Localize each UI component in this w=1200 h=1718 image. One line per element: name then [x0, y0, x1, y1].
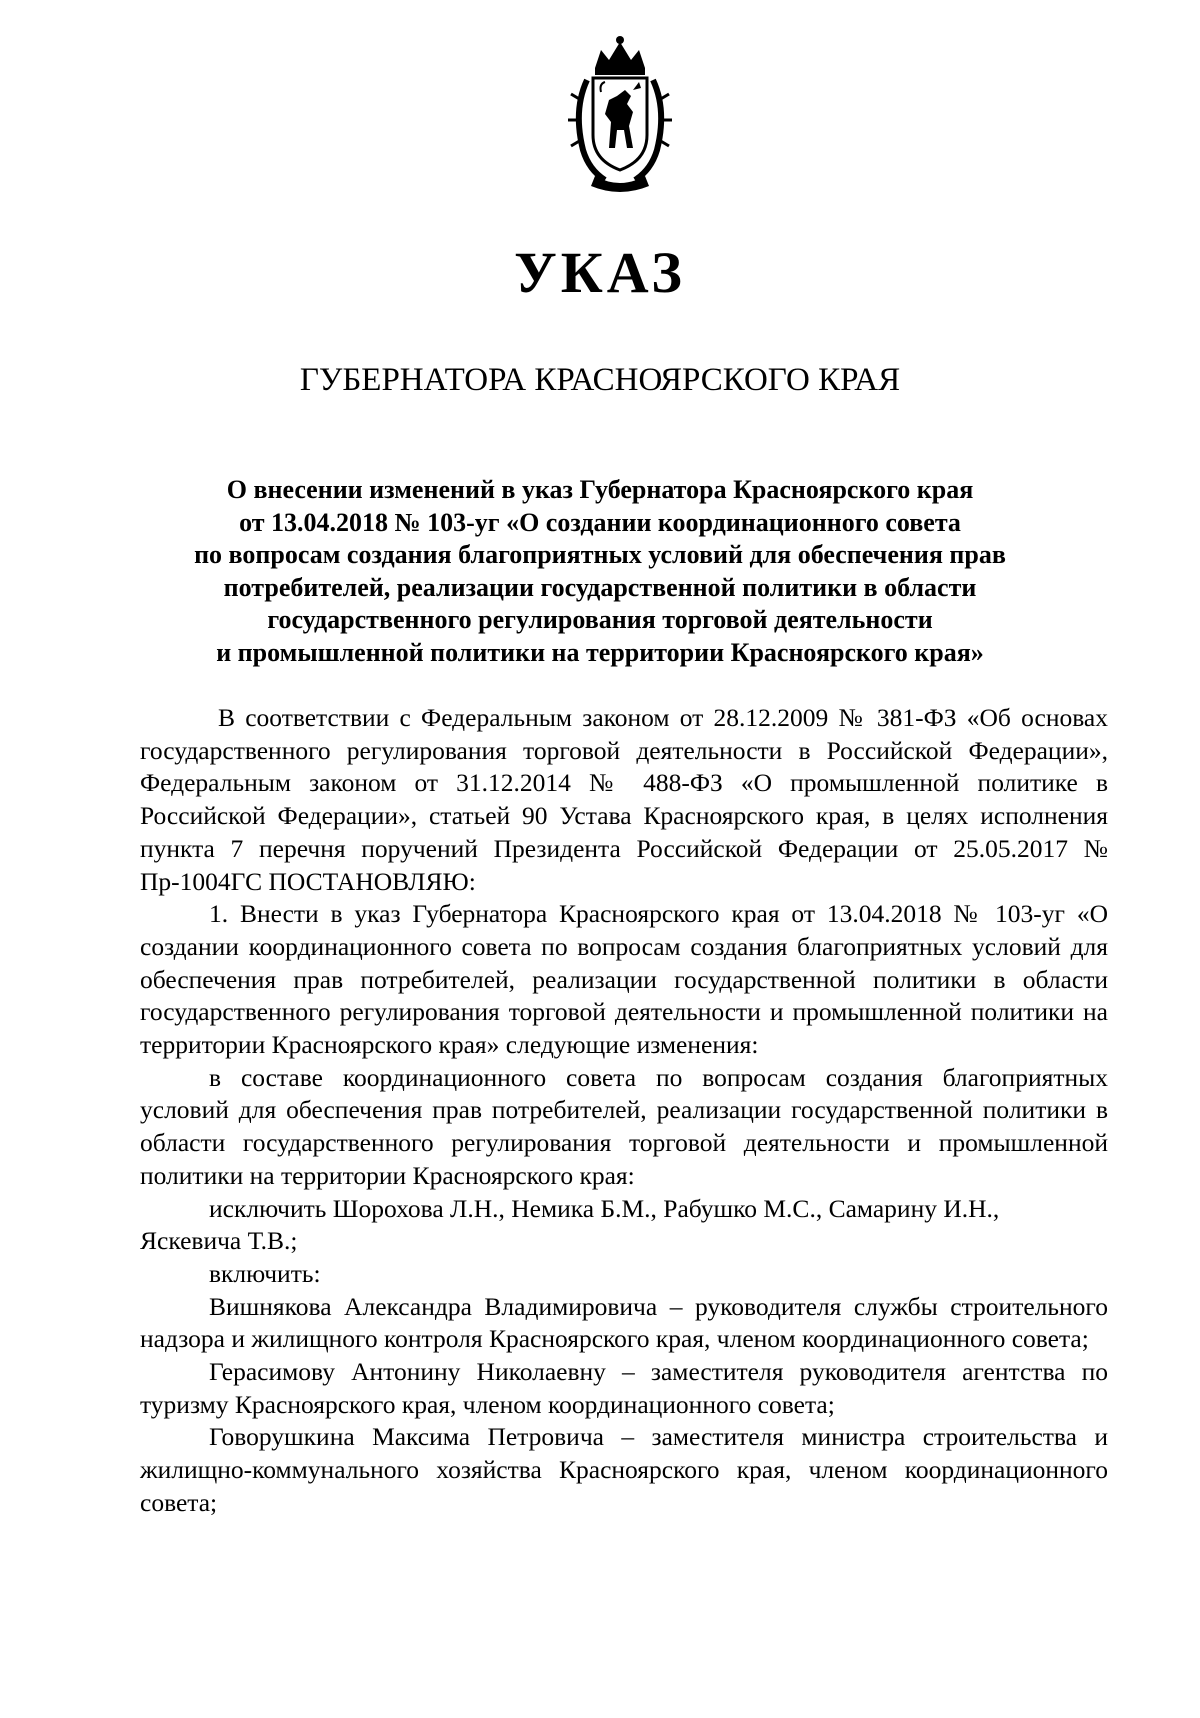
preamble-paragraph: В соответствии с Федеральным законом от 28.12.2009 № 381-ФЗ «Об основах государственного регулирования торговой деятельности в Российской Федерации», Федеральным законом от 31.12.2014 № 488-ФЗ «О промышленной политике в Российской Федерации», статьей 90 Устава Красноярского края, в целях исполнения пункта 7 перечня поручений Президента Российской Федерации от 25.05.2017 № Пр-1004ГС ПОСТАНОВЛЯЮ:: [140, 703, 1108, 896]
member-paragraph: Говорушкина Максима Петровича – заместителя министра строительства и жилищно-коммунального хозяйства Красноярского края, членом координационного совета;: [140, 1422, 1108, 1517]
issuer-heading: ГУБЕРНАТОРА КРАСНОЯРСКОГО КРАЯ: [299, 362, 901, 398]
exclude-continuation: Яскевича Т.В.;: [140, 1226, 298, 1256]
title-line: государственного регулирования торговой деятельности: [267, 605, 933, 634]
title-line: О внесении изменений в указ Губернатора Красноярского края: [226, 475, 974, 504]
document-title: [145, 474, 1055, 669]
document-body: [140, 702, 1108, 1520]
title-line: по вопросам создания благоприятных условий для обеспечения прав: [194, 540, 1006, 569]
title-line: потребителей, реализации государственной политики в области: [223, 572, 977, 602]
composition-paragraph: в составе координационного совета по вопросам создания благоприятных условий для обеспечения прав потребителей, реализации государственной политики в области государственного регулирования торговой деятельности и промышленной политики на территории Красноярского края:: [140, 1062, 1108, 1190]
member-paragraph: Герасимову Антонину Николаевну – заместителя руководителя агентства по туризму Красноярского края, членом координационного совета;: [140, 1357, 1108, 1419]
exclude-paragraph: исключить Шорохова Л.Н., Немика Б.М., Рабушко М.С., Самарину И.Н.,: [209, 1193, 1000, 1223]
item-1-paragraph: 1. Внести в указ Губернатора Красноярского края от 13.04.2018 № 103-уг «О создании координационного совета по вопросам создания благоприятных условий для обеспечения прав потребителей, реализации государственной политики в области государственного регулирования торговой деятельности и промышленной политики на территории Красноярского края» следующие изменения:: [140, 899, 1108, 1060]
include-paragraph: включить:: [209, 1258, 321, 1288]
member-paragraph: Вишнякова Александра Владимировича – руководителя службы строительного надзора и жилищного контроля Красноярского края, членом координационного совета;: [140, 1291, 1108, 1354]
krasnoyarsk-coat-of-arms-icon: [565, 30, 675, 195]
document-type-heading: УКАЗ: [514, 240, 686, 305]
title-line: и промышленной политики на территории Красноярского края»: [216, 637, 984, 667]
title-line: от 13.04.2018 № 103-уг «О создании координационного совета: [239, 507, 961, 537]
